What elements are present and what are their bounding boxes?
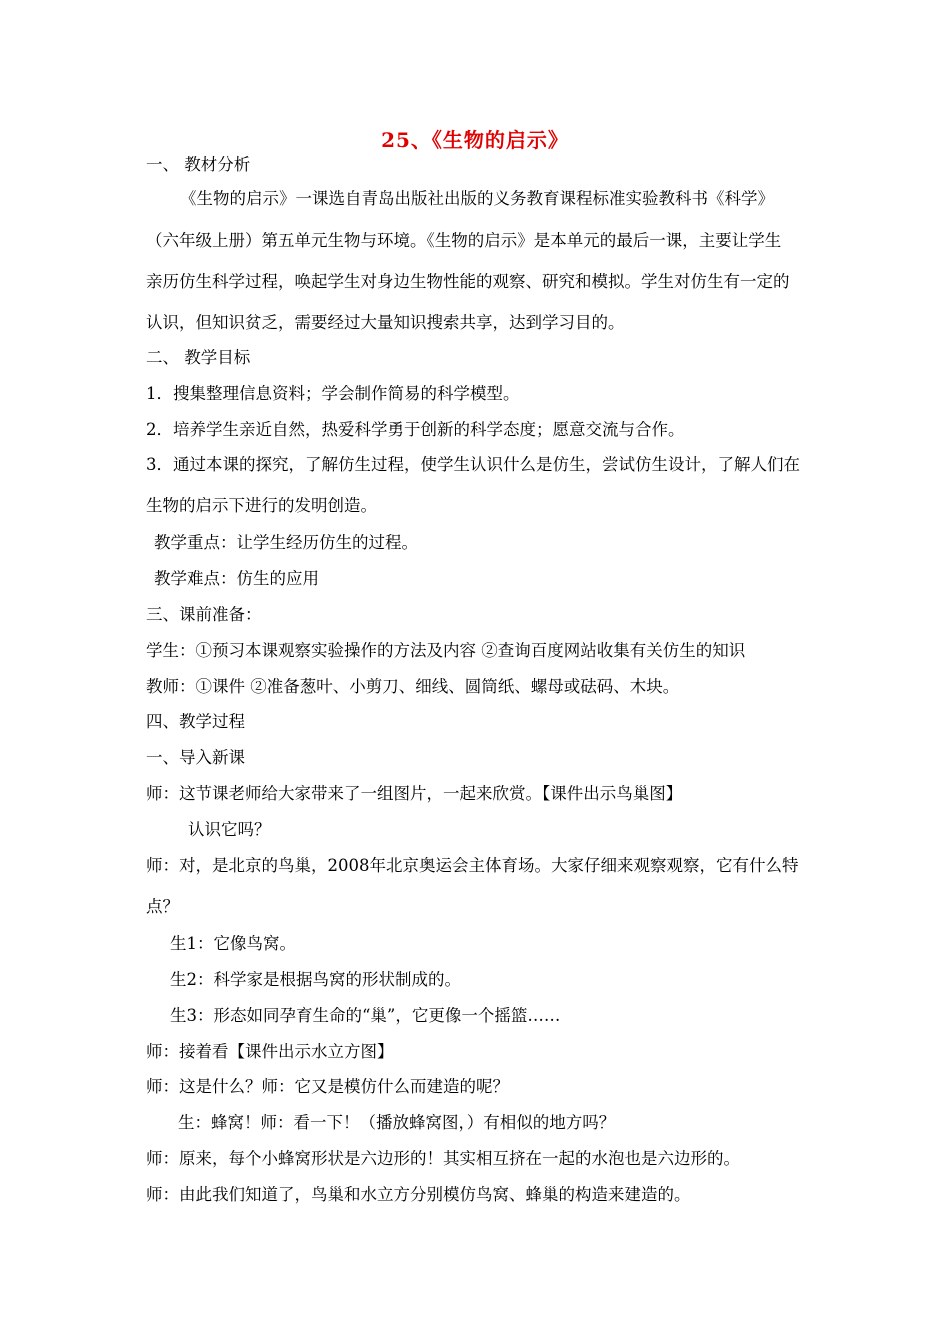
dialogue-line: 点？ — [146, 897, 179, 916]
document-title: 25、《生物的启示》 — [381, 128, 569, 152]
dialogue-line: 师：原来，每个小蜂窝形状是六边形的！其实相互挤在一起的水泡也是六边形的。 — [146, 1149, 740, 1168]
section-heading-process: 四、教学过程 — [146, 712, 245, 731]
dialogue-line: 认识它吗？ — [188, 820, 271, 839]
paragraph-line: 《生物的启示》一课选自青岛出版社出版的义务教育课程标准实验教科书《科学》 — [180, 189, 774, 208]
goal-item-continued: 生物的启示下进行的发明创造。 — [146, 496, 377, 515]
dialogue-line: 生3：形态如同孕育生命的“巢”，它更像一个摇篮…… — [170, 1006, 561, 1025]
section-heading-textbook-analysis: 一、 教材分析 — [146, 155, 251, 174]
dialogue-line: 生1：它像鸟窝。 — [170, 934, 296, 953]
paragraph-line: 认识，但知识贫乏，需要经过大量知识搜索共享，达到学习目的。 — [146, 313, 625, 332]
dialogue-line: 师：这节课老师给大家带来了一组图片，一起来欣赏。【课件出示鸟巢图】 — [146, 784, 683, 803]
paragraph-line: 亲历仿生科学过程，唤起学生对身边生物性能的观察、研究和模拟。学生对仿生有一定的 — [146, 272, 790, 291]
paragraph-line: （六年级上册）第五单元生物与环境。《生物的启示》是本单元的最后一课，主要让学生 — [146, 231, 782, 250]
dialogue-line: 生：蜂窝！师：看一下！（播放蜂窝图，）有相似的地方吗？ — [178, 1113, 616, 1132]
section-heading-teaching-goals: 二、 教学目标 — [146, 348, 251, 367]
dialogue-line: 生2：科学家是根据鸟窝的形状制成的。 — [170, 970, 461, 989]
goal-item: 3．通过本课的探究，了解仿生过程，使学生认识什么是仿生，尝试仿生设计，了解人们在 — [146, 455, 800, 474]
teacher-preparation: 教师：①课件 ②准备葱叶、小剪刀、细线、圆筒纸、螺母或砝码、木块。 — [146, 677, 680, 696]
goal-item: 2．培养学生亲近自然，热爱科学勇于创新的科学态度；愿意交流与合作。 — [146, 420, 685, 439]
subsection-heading-intro: 一、导入新课 — [146, 748, 245, 767]
goal-item: 1．搜集整理信息资料；学会制作简易的科学模型。 — [146, 384, 520, 403]
dialogue-line: 师：由此我们知道了，鸟巢和水立方分别模仿鸟窝、蜂巢的构造来建造的。 — [146, 1185, 691, 1204]
section-heading-preparation: 三、课前准备： — [146, 605, 262, 624]
dialogue-line: 师：对，是北京的鸟巢，2008年北京奥运会主体育场。大家仔细来观察观察，它有什么特 — [146, 856, 799, 875]
student-preparation: 学生：①预习本课观察实验操作的方法及内容 ②查询百度网站收集有关仿生的知识 — [146, 641, 746, 660]
teaching-difficulty: 教学难点：仿生的应用 — [154, 569, 319, 588]
teaching-key-point: 教学重点：让学生经历仿生的过程。 — [154, 533, 418, 552]
dialogue-line: 师：接着看【课件出示水立方图】 — [146, 1042, 394, 1061]
dialogue-line: 师：这是什么？师：它又是模仿什么而建造的呢？ — [146, 1077, 509, 1096]
